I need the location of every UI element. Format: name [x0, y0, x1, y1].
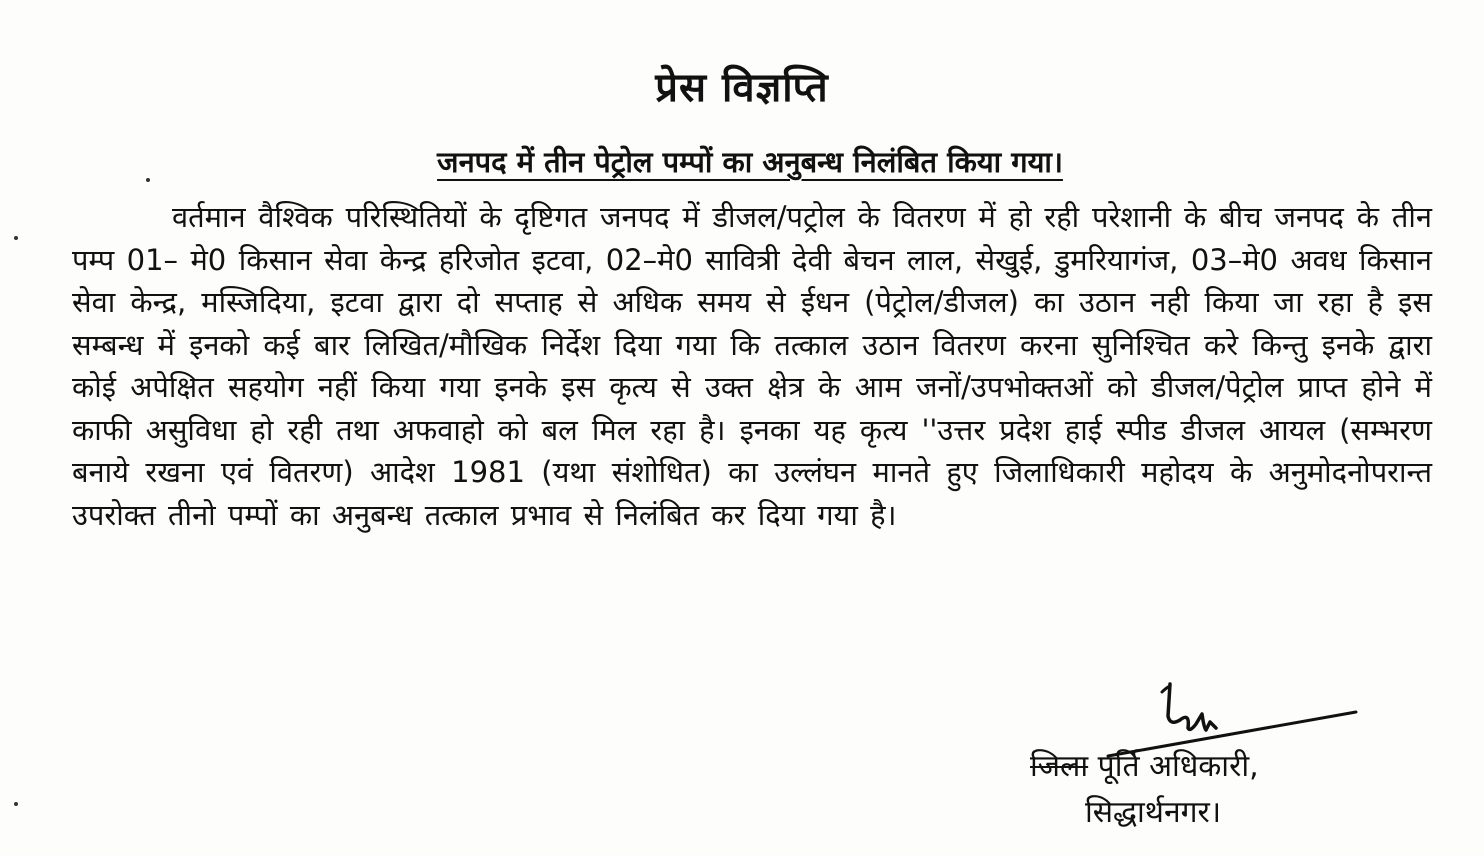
document-title: प्रेस विज्ञप्ति — [655, 65, 829, 111]
designation-struck: जिला — [1030, 749, 1089, 784]
place-name: सिद्धार्थनगर। — [1085, 795, 1222, 830]
paper-speck — [14, 802, 18, 806]
paper-speck — [14, 236, 18, 240]
subtitle-text: जनपद में तीन पेट्रोल पम्पों का अनुबन्ध निलंबित किया गया। — [437, 145, 1063, 179]
designation-rest: पूर्ति अधिकारी, — [1088, 749, 1259, 784]
document-subtitle — [330, 142, 1170, 181]
signature-block — [1020, 670, 1420, 840]
body-paragraph: वर्तमान वैश्विक परिस्थितियों के दृष्टिगत जनपद में डीजल/पट्रोल के वितरण में हो रही परेशानी के बीच जनपद के तीन पम्प 01– मे0 किसान सेवा केन्द्र हरिजोत इटवा, 02–मे0 सावित्री देवी बेचन लाल, सेखुई, डुमरियागंज, 03–मे0 अवध किसान सेवा केन्द्र, मस्जिदिया, इटवा द्वारा दो सप्ताह से अधिक समय से ईधन (पेट्रोल/डीजल) का उठान नही किया जा रहा है इस सम्बन्ध में इनको कई बार लिखित/मौखिक निर्देश दिया गया कि तत्काल उठान वितरण करना सुनिश्चित करे किन्तु इनके द्वारा कोई अपेक्षित सहयोग नहीं किया गया इनके इस कृत्य से उक्त क्षेत्र के आम जनों/उपभोक्तओं को डीजल/पेट्रोल प्राप्त होने में काफी असुविधा हो रही तथा अफवाहो को बल मिल रहा है। इनका यह कृत्य ''उत्तर प्रदेश हाई स्पीड डीजल आयल (सम्भरण बनाये रखना एवं वितरण) आदेश 1981 (यथा संशोधित) का उल्लंघन मानते हुए जिलाधिकारी महोदय के अनुमोदनोपरान्त उपरोक्त तीनो पम्पों का अनुबन्ध तत्काल प्रभाव से निलंबित कर दिया गया है। — [72, 200, 1432, 532]
paper-speck — [146, 178, 150, 182]
designation — [1030, 744, 1259, 785]
